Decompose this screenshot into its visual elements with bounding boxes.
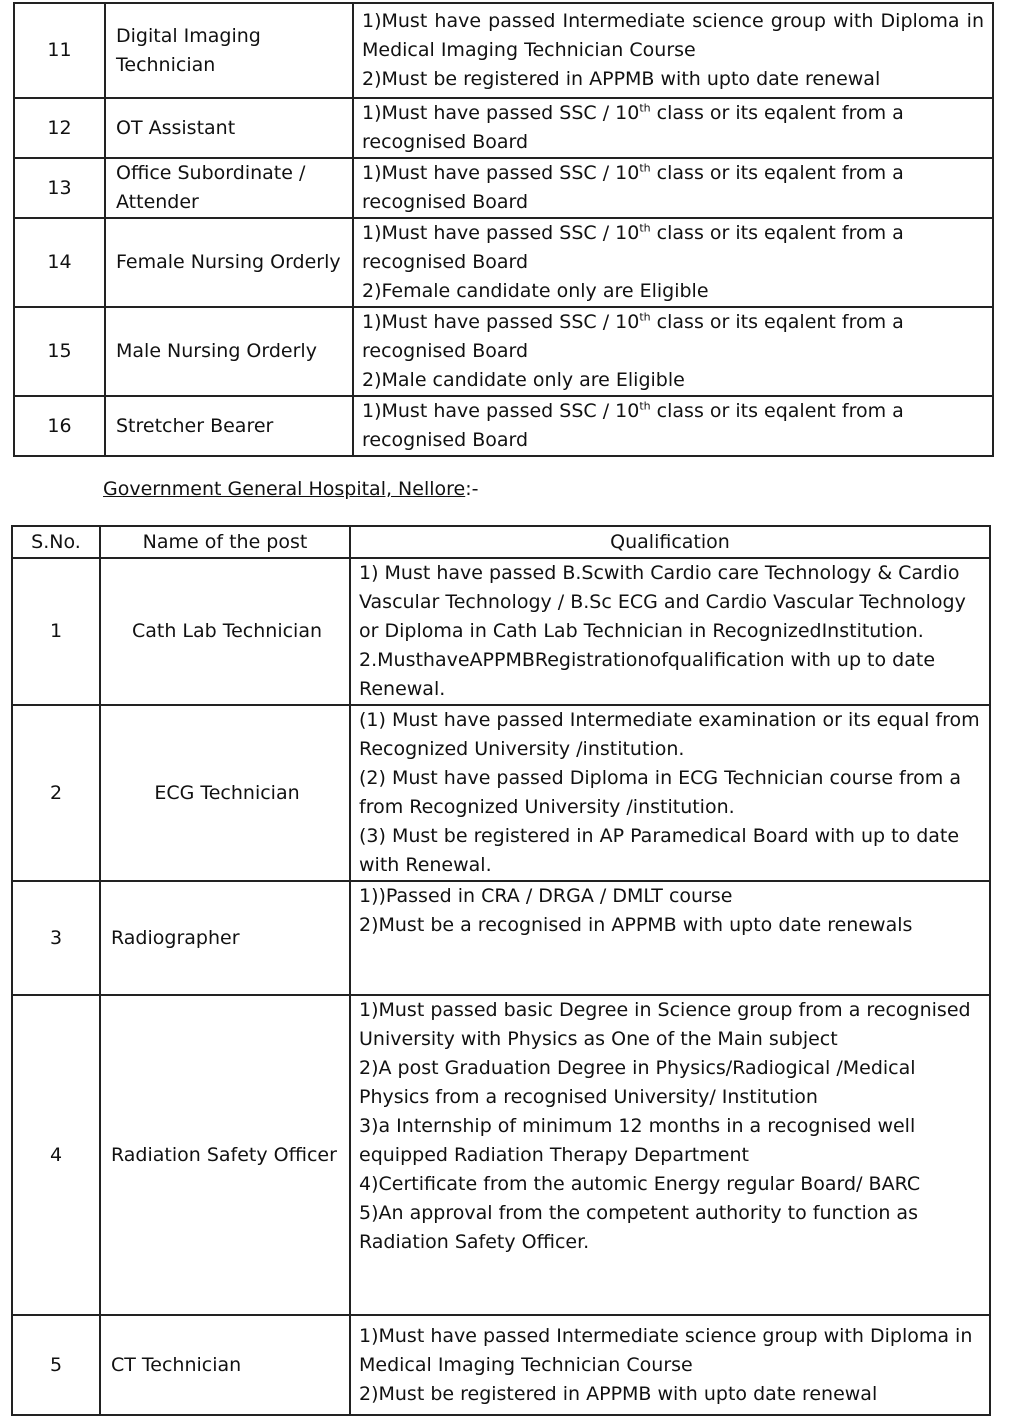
post-name-line: Female Nursing Orderly — [116, 251, 341, 273]
qualification-line: 1)Must have passed SSC / 10th class or its eqalent from a recognised Board — [362, 310, 904, 362]
ordinal-suffix: th — [639, 399, 651, 413]
qualification-line: 3)a Internship of minimum 12 months in a recognised well equipped Radiation Therapy Department — [359, 1115, 916, 1166]
qualification-line: 2)Male candidate only are Eligible — [362, 369, 685, 391]
qualification-line: 5)An approval from the competent authority to function as Radiation Safety Officer. — [359, 1202, 918, 1253]
row-qualification — [350, 995, 990, 1315]
qualification-line: 1)Must have passed SSC / 10th class or its eqalent from a recognised Board — [362, 399, 904, 451]
row-post-name: ECG Technician — [100, 705, 350, 881]
header-row — [12, 526, 990, 558]
qualification-line: 1)Must have passed SSC / 10th class or its eqalent from a recognised Board — [362, 161, 904, 213]
row-sno: 15 — [14, 307, 105, 396]
row-sno: 3 — [12, 881, 100, 995]
table-row — [14, 3, 993, 98]
qualification-line: 2.MusthaveAPPMBRegistrationofqualification with up to date Renewal. — [359, 649, 936, 700]
row-qualification — [353, 396, 993, 456]
table-row — [14, 98, 993, 158]
row-qualification — [350, 881, 990, 995]
qualification-line: 1)Must passed basic Degree in Science group from a recognised University with Physics as One of the Main subject — [359, 999, 971, 1050]
table-row — [14, 158, 993, 218]
row-sno: 5 — [12, 1315, 100, 1415]
row-sno: 1 — [12, 558, 100, 705]
row-post-name — [105, 3, 353, 98]
row-sno: 12 — [14, 98, 105, 158]
post-name-line: Technician — [116, 53, 216, 76]
row-post-name: Radiation Safety Officer — [100, 995, 350, 1315]
row-post-name: Radiographer — [100, 881, 350, 995]
table-row — [12, 995, 990, 1315]
nellore-qualification-table — [11, 525, 991, 1416]
row-qualification — [350, 558, 990, 705]
ordinal-suffix: th — [639, 161, 651, 175]
qualification-line: 2)Must be a recognised in APPMB with upto date renewals — [359, 914, 913, 936]
qualification-line: 1) Must have passed B.Scwith Cardio care Technology & Cardio Vascular Technology / B.Sc ECG and Cardio Vascular Technology or Diploma in Cath Lab Technician in RecognizedInstitution. — [359, 562, 966, 642]
row-sno: 16 — [14, 396, 105, 456]
qualification-table-continued — [13, 2, 994, 457]
qualification-line: 2)Female candidate only are Eligible — [362, 280, 709, 302]
row-post-name — [105, 307, 353, 396]
table-row — [14, 396, 993, 456]
row-qualification — [353, 3, 993, 98]
qualification-line: 2)Must be registered in APPMB with upto date renewal — [359, 1382, 878, 1405]
table-row — [12, 1315, 990, 1415]
row-sno: 11 — [14, 3, 105, 98]
header-qualification: Qualification — [350, 526, 990, 558]
row-sno: 4 — [12, 995, 100, 1315]
post-name-line: Office Subordinate / — [116, 162, 306, 184]
row-post-name — [105, 218, 353, 307]
row-post-name — [105, 396, 353, 456]
row-sno: 14 — [14, 218, 105, 307]
qualification-line: 1))Passed in CRA / DRGA / DMLT course — [359, 885, 733, 907]
post-name-line: Attender — [116, 191, 199, 213]
row-sno: 13 — [14, 158, 105, 218]
post-name-line: Digital Imaging — [116, 24, 261, 47]
table-row — [12, 705, 990, 881]
qualification-line: 2)Must be registered in APPMB with upto date renewal — [362, 68, 881, 90]
table-row — [14, 218, 993, 307]
row-post-name — [105, 98, 353, 158]
row-post-name — [105, 158, 353, 218]
qualification-line: 1)Must have passed Intermediate science group with Diploma in Medical Imaging Technician Course — [362, 10, 984, 61]
row-post-name: CT Technician — [100, 1315, 350, 1415]
qualification-line: 1)Must have passed Intermediate science group with Diploma in Medical Imaging Technician Course — [359, 1324, 973, 1376]
row-qualification — [353, 218, 993, 307]
post-name-line: Male Nursing Orderly — [116, 340, 317, 362]
qualification-line: 4)Certificate from the automic Energy regular Board/ BARC — [359, 1173, 921, 1195]
table-row — [12, 881, 990, 995]
ordinal-suffix: th — [639, 310, 651, 324]
post-name-line: OT Assistant — [116, 116, 236, 139]
post-name-line: Stretcher Bearer — [116, 414, 274, 437]
qualification-line: 1)Must have passed SSC / 10th class or its eqalent from a recognised Board — [362, 101, 904, 153]
row-qualification — [350, 705, 990, 881]
qualification-line: (3) Must be registered in AP Paramedical Board with up to date with Renewal. — [359, 825, 960, 876]
row-sno: 2 — [12, 705, 100, 881]
row-qualification — [350, 1315, 990, 1415]
qualification-line: (2) Must have passed Diploma in ECG Technician course from a from Recognized University /institution. — [359, 767, 961, 818]
table-row — [12, 558, 990, 705]
row-post-name: Cath Lab Technician — [100, 558, 350, 705]
header-sno: S.No. — [12, 526, 100, 558]
qualification-line: 1)Must have passed SSC / 10th class or its eqalent from a recognised Board — [362, 221, 904, 273]
row-qualification — [353, 158, 993, 218]
section-title: Government General Hospital, Nellore:- — [103, 478, 479, 500]
row-qualification — [353, 307, 993, 396]
qualification-line: 2)A post Graduation Degree in Physics/Radiogical /Medical Physics from a recognised University/ Institution — [359, 1057, 916, 1108]
ordinal-suffix: th — [639, 101, 651, 115]
qualification-line: (1) Must have passed Intermediate examination or its equal from Recognized University /institution. — [359, 709, 980, 760]
header-post: Name of the post — [100, 526, 350, 558]
ordinal-suffix: th — [639, 221, 651, 235]
row-qualification — [353, 98, 993, 158]
table-row — [14, 307, 993, 396]
